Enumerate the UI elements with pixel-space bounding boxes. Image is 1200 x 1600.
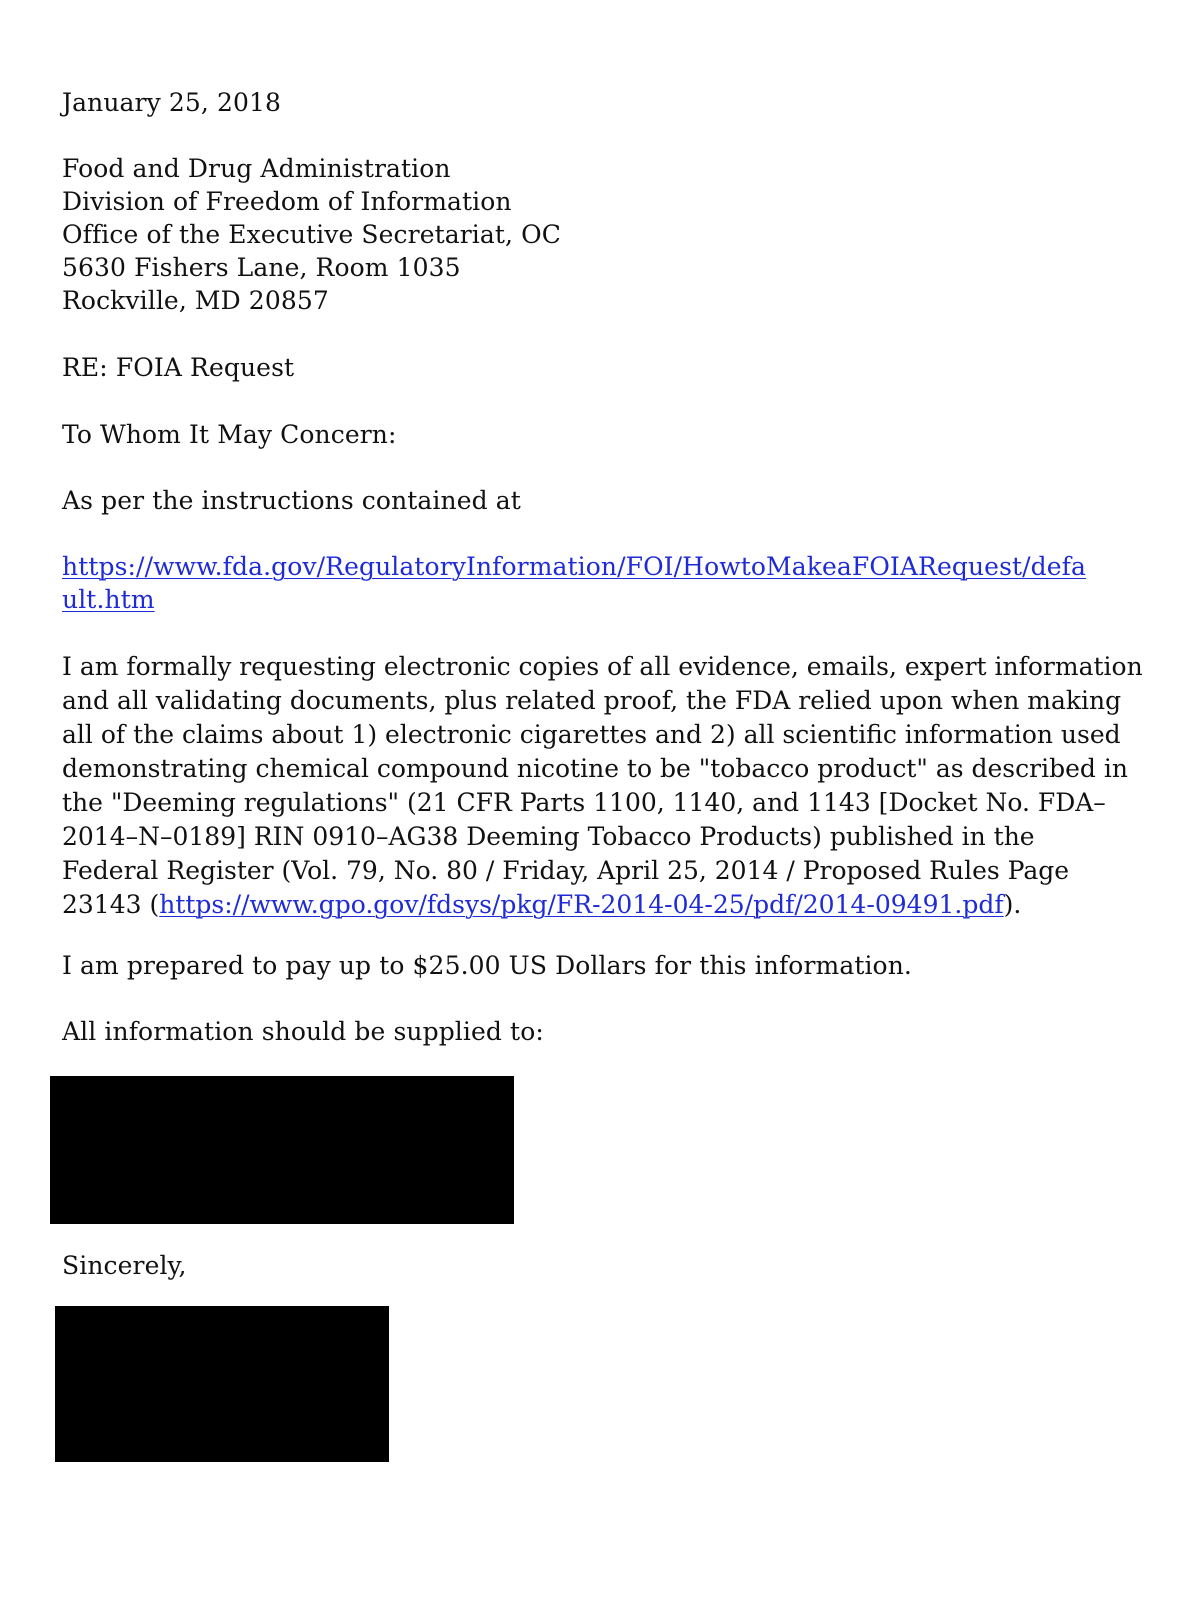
subject-line: RE: FOIA Request	[62, 353, 295, 382]
intro-line: As per the instructions contained at	[62, 486, 521, 515]
redacted-address-block	[50, 1076, 514, 1224]
request-line-3: all of the claims about 1) electronic cigarettes and 2) all scientific information used	[62, 720, 1121, 749]
instructions-link-line-1	[62, 550, 1086, 584]
request-line-8-suffix: ).	[1003, 890, 1022, 919]
recipient-line-3: Office of the Executive Secretariat, OC	[62, 220, 561, 249]
recipient-line-2: Division of Freedom of Information	[62, 187, 512, 216]
request-line-8	[62, 888, 1142, 922]
request-line-7: Federal Register (Vol. 79, No. 80 / Friday, April 25, 2014 / Proposed Rules Page	[62, 856, 1070, 885]
closing-line: Sincerely,	[62, 1251, 187, 1280]
salutation: To Whom It May Concern:	[62, 420, 397, 449]
request-paragraph	[62, 650, 1142, 922]
request-line-1: I am formally requesting electronic copies of all evidence, emails, expert information	[62, 652, 1143, 681]
instructions-link-line-2	[62, 583, 155, 617]
recipient-line-5: Rockville, MD 20857	[62, 286, 329, 315]
supply-line: All information should be supplied to:	[62, 1017, 544, 1046]
letter-date: January 25, 2018	[62, 88, 281, 117]
instructions-link-part-1[interactable]: https://www.fda.gov/RegulatoryInformation/FOI/HowtoMakeaFOIARequest/defa	[62, 552, 1087, 581]
request-line-5: the "Deeming regulations" (21 CFR Parts 1100, 1140, and 1143 [Docket No. FDA–	[62, 788, 1106, 817]
federal-register-link[interactable]: https://www.gpo.gov/fdsys/pkg/FR-2014-04-25/pdf/2014-09491.pdf	[159, 890, 1004, 919]
instructions-link-part-2[interactable]: ult.htm	[62, 585, 155, 614]
request-line-6: 2014–N–0189] RIN 0910–AG38 Deeming Tobacco Products) published in the	[62, 822, 1035, 851]
request-line-8-prefix: 23143 (	[62, 890, 160, 919]
recipient-line-1: Food and Drug Administration	[62, 154, 451, 183]
recipient-line-4: 5630 Fishers Lane, Room 1035	[62, 253, 461, 282]
payment-line: I am prepared to pay up to $25.00 US Dollars for this information.	[62, 951, 912, 980]
request-line-2: and all validating documents, plus related proof, the FDA relied upon when making	[62, 686, 1122, 715]
redacted-signature-block	[55, 1306, 389, 1462]
request-line-4: demonstrating chemical compound nicotine to be "tobacco product" as described in	[62, 754, 1128, 783]
